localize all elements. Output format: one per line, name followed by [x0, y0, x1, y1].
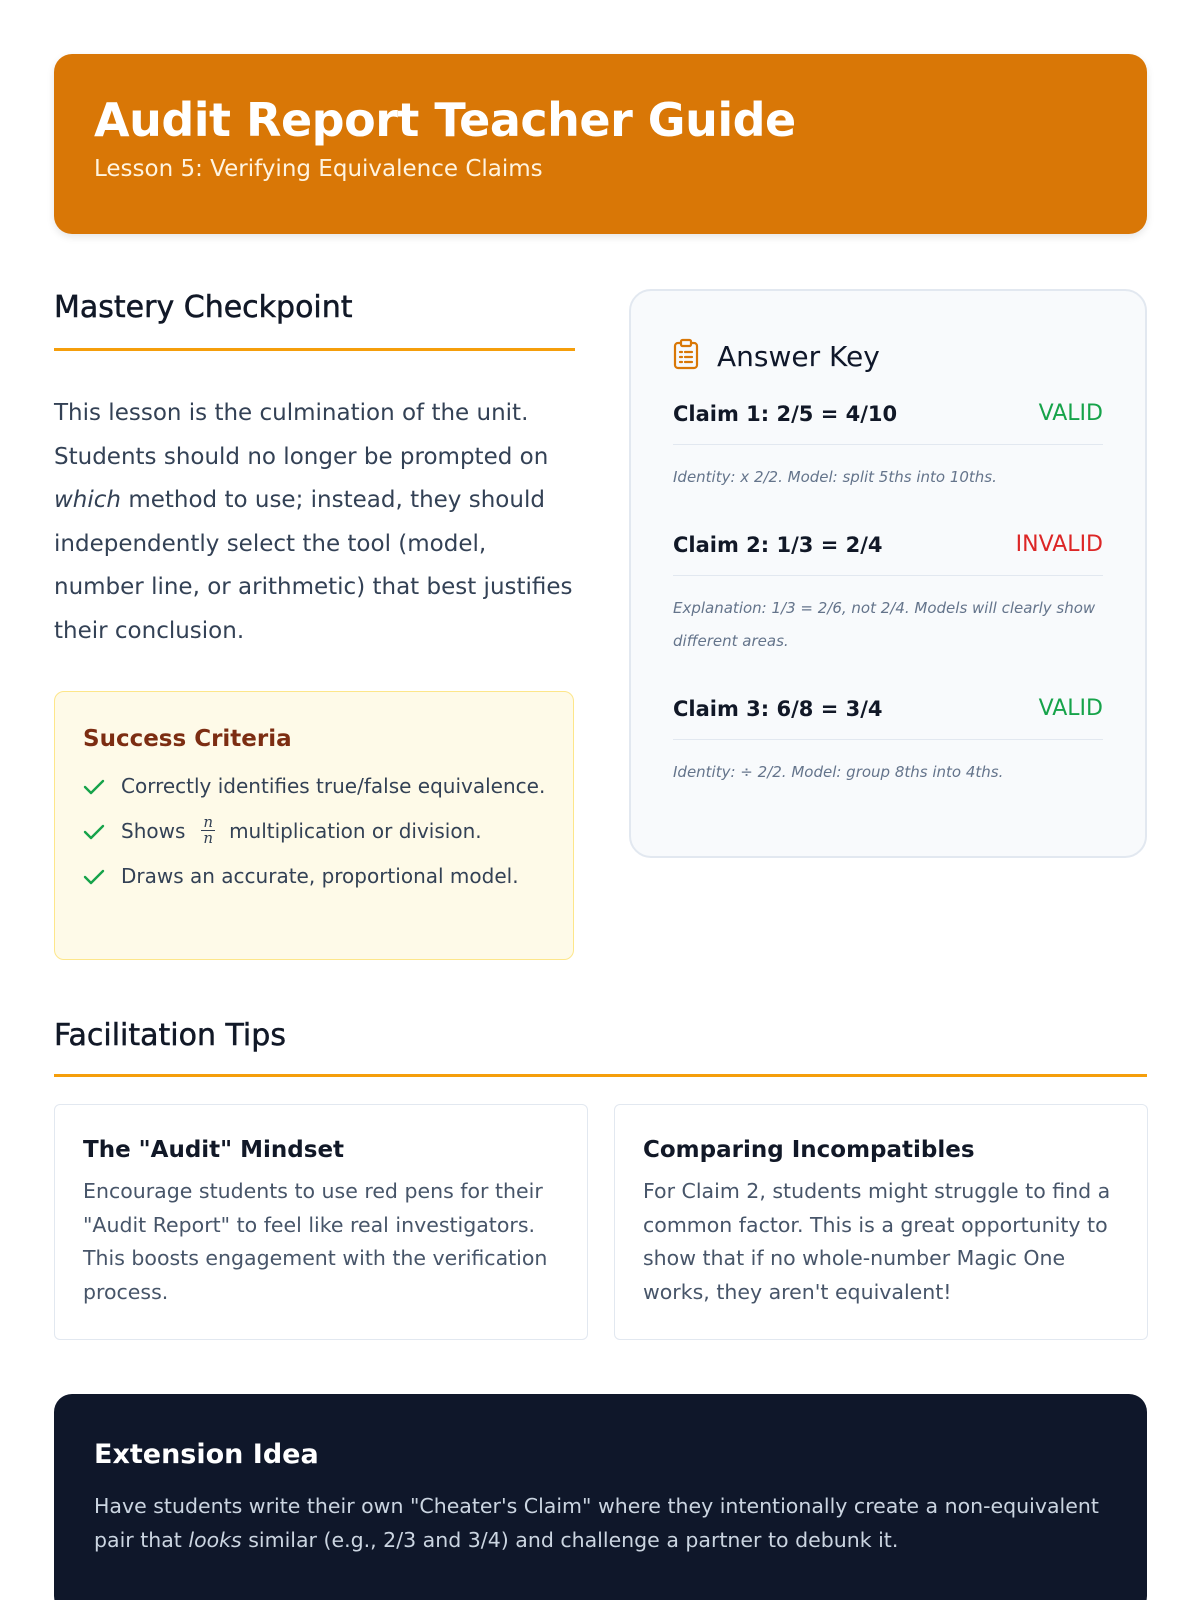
success-criteria-box: [54, 691, 574, 960]
intro-text-end: method to use; instead, they should independently select the tool (model, number line, or arithmetic) that best justifies their conclusion.: [54, 487, 573, 644]
claim-label: Claim 1: 2/5 = 4/10: [673, 401, 898, 426]
answer-key-title: Answer Key: [717, 339, 880, 373]
facilitation-divider: [54, 1074, 1147, 1077]
answer-key-card: [629, 289, 1147, 858]
claim-note: Identity: ÷ 2/2. Model: group 8ths into 4ths.: [673, 763, 1004, 781]
extension-text-start: Have students write their own "Cheater's Claim" where they intentionally create a non-equivalent pair that: [94, 1494, 1099, 1552]
status-badge: INVALID: [1015, 532, 1103, 557]
tip-body: For Claim 2, students might struggle to find a common factor. This is a great opportunity to show that if no whole-number Magic One works, they aren't equivalent!: [643, 1179, 1111, 1304]
extension-body: [94, 1490, 1107, 1557]
check-icon: [83, 860, 121, 893]
check-icon: [83, 770, 121, 803]
page-title: Audit Report Teacher Guide: [94, 93, 796, 147]
extension-title: Extension Idea: [94, 1439, 319, 1470]
criteria-prefix: Shows: [121, 819, 186, 843]
claim-note: Identity: x 2/2. Model: split 5ths into 10ths.: [673, 468, 997, 486]
tip-card-audit-mindset: [54, 1104, 588, 1340]
header-banner: [54, 54, 1147, 234]
mastery-intro: [54, 392, 574, 653]
criteria-text: [121, 815, 482, 848]
tip-title: The "Audit" Mindset: [83, 1137, 345, 1163]
success-criteria-title: Success Criteria: [83, 726, 292, 752]
criteria-item: [83, 860, 547, 893]
extension-idea-box: [54, 1394, 1147, 1600]
criteria-suffix: multiplication or division.: [229, 819, 482, 843]
criteria-item: [83, 815, 547, 848]
criteria-item: [83, 770, 547, 803]
criteria-text: Draws an accurate, proportional model.: [121, 864, 519, 888]
fraction-n-over-n: [201, 815, 215, 846]
claim-row: [673, 678, 1103, 740]
fraction-denominator: n: [203, 829, 214, 847]
claim-row: [673, 383, 1103, 445]
tip-card-comparing-incompatibles: [614, 1104, 1148, 1340]
clipboard-icon: [673, 338, 717, 374]
tip-title: Comparing Incompatibles: [643, 1137, 975, 1163]
status-badge: VALID: [1038, 696, 1103, 721]
extension-emphasis: looks: [188, 1527, 242, 1552]
mastery-title: Mastery Checkpoint: [54, 290, 353, 325]
answer-key-header: [673, 339, 1103, 373]
page-subtitle: Lesson 5: Verifying Equivalence Claims: [94, 156, 543, 182]
status-badge: VALID: [1038, 401, 1103, 426]
check-icon: [83, 815, 121, 848]
intro-emphasis: which: [54, 487, 122, 513]
extension-text-end: similar (e.g., 2/3 and 3/4) and challenge a partner to debunk it.: [241, 1527, 899, 1552]
success-criteria-list: [83, 770, 547, 893]
claim-label: Claim 2: 1/3 = 2/4: [673, 532, 883, 557]
claim-label: Claim 3: 6/8 = 3/4: [673, 696, 883, 721]
claim-row: [673, 514, 1103, 576]
intro-text-start: This lesson is the culmination of the unit. Students should no longer be prompted on: [54, 400, 549, 470]
claim-note: Explanation: 1/3 = 2/6, not 2/4. Models will clearly show different areas.: [673, 599, 1096, 650]
tip-body: Encourage students to use red pens for their "Audit Report" to feel like real investigators. This boosts engagement with the verification process.: [83, 1179, 548, 1304]
criteria-text: Correctly identifies true/false equivalence.: [121, 774, 546, 798]
fraction-numerator: n: [203, 813, 214, 831]
mastery-divider: [54, 348, 575, 351]
facilitation-title: Facilitation Tips: [54, 1018, 286, 1053]
